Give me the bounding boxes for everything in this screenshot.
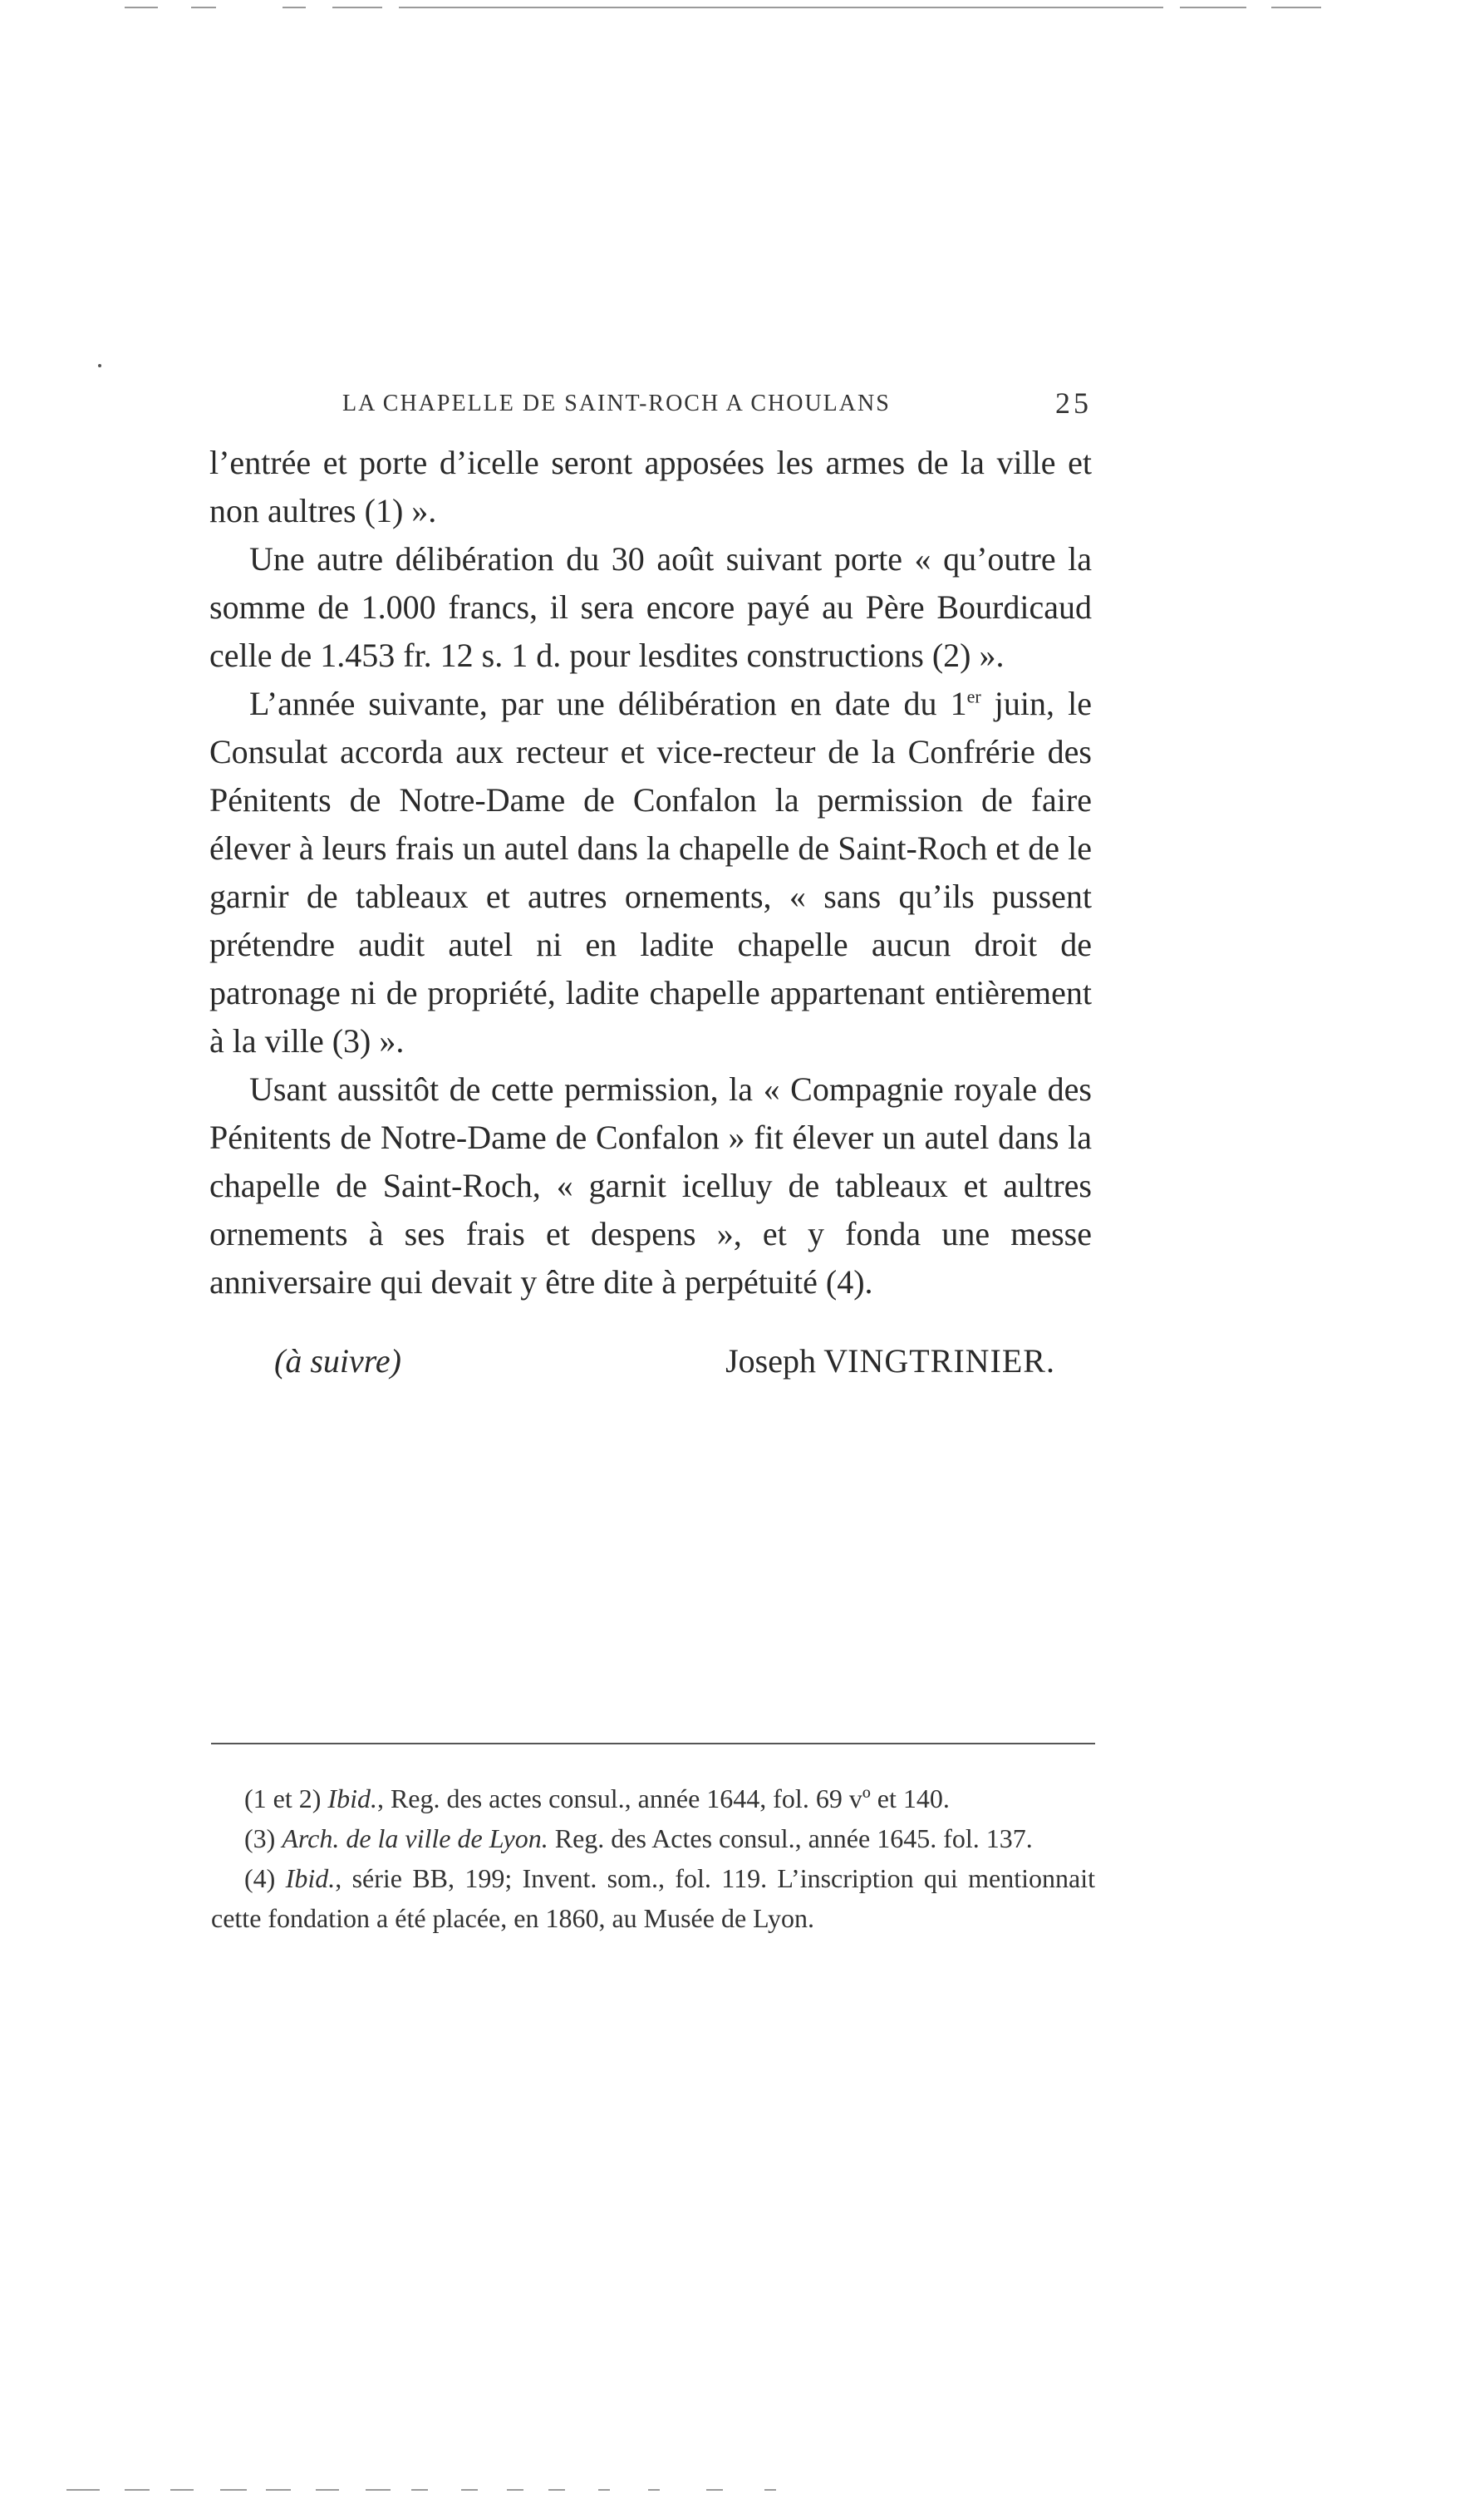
footnote-text: , série BB, 199; Invent. som., fol. 119. L’inscription qui mentionnait cette fondation a été placée, en 1860, au Musée de Lyon.: [211, 1863, 1096, 1933]
signature-line: [209, 1341, 1092, 1400]
footnote-text: Reg. des Actes consul., année 1645. fol. 137.: [548, 1823, 1033, 1853]
running-head-title: LA CHAPELLE DE SAINT-ROCH A CHOULANS: [342, 391, 891, 416]
running-head: [209, 382, 1092, 432]
footnote-4: [211, 1858, 1095, 1938]
footnotes: [211, 1778, 1095, 1938]
footnote-source: Ibid.: [285, 1863, 336, 1893]
footnote-marker: (1 et 2): [244, 1783, 328, 1813]
footnote-marker: (4): [244, 1863, 286, 1893]
author-first-name: Joseph: [725, 1342, 824, 1380]
ordinal-superscript: er: [966, 686, 981, 707]
scan-edge-bottom: [0, 2489, 1484, 2496]
footnote-3: [211, 1818, 1095, 1858]
footnote-text: , Reg. des actes consul., année 1644, fol. 69 vº et 140.: [376, 1783, 950, 1813]
paragraph-3-rest: juin, le Consulat accorda aux recteur et vice-recteur de la Confrérie des Pénitents de Notre-Dame de Confalon la permission de faire élever à leurs frais un autel dans la chapelle de Saint-Roch et de le garnir de tableaux et autres ornements, « sans qu’ils pussent prétendre audit autel ni en ladite chapelle aucun droit de patronage ni de propriété, ladite chapelle appartenant entièrement à la ville (3) ».: [209, 685, 1092, 1060]
scan-speck: [98, 364, 101, 367]
article-text: [209, 439, 1092, 1306]
footnote-marker: (3): [244, 1823, 283, 1853]
paragraph-3: [209, 680, 1092, 1065]
paragraph-1: l’entrée et porte d’icelle seront apposées les armes de la ville et non aultres (1) ».: [209, 444, 1092, 529]
paragraph-4: Usant aussitôt de cette permission, la « Compagnie royale des Pénitents de Notre-Dame de Confalon » fit élever un autel dans la chapelle de Saint-Roch, « garnit icelluy de tableaux et aultres ornements à ses frais et despens », et y fonda une messe anniversaire qui devait y être dite à perpétuité (4).: [209, 1070, 1092, 1301]
page-body: [209, 382, 1092, 1400]
scan-edge-top: [0, 7, 1484, 13]
footnote-source: Ibid.: [327, 1783, 377, 1813]
author-name: [725, 1341, 1055, 1380]
paragraph-2: Une autre délibération du 30 août suivant porte « qu’outre la somme de 1.000 francs, il sera encore payé au Père Bourdicaud celle de 1.453 fr. 12 s. 1 d. pour lesdites constructions (2) ».: [209, 540, 1092, 674]
footnote-1-2: [211, 1778, 1095, 1818]
footnote-divider: [211, 1743, 1095, 1744]
author-surname: INGTRINIER.: [848, 1342, 1055, 1380]
author-surname-initial: V: [823, 1342, 848, 1380]
page-number: 25: [1055, 386, 1092, 420]
to-be-continued: (à suivre): [274, 1342, 401, 1380]
footnote-source: Arch. de la ville de Lyon.: [282, 1823, 548, 1853]
paragraph-3-start: L’année suivante, par une délibération en date du 1: [249, 685, 967, 722]
